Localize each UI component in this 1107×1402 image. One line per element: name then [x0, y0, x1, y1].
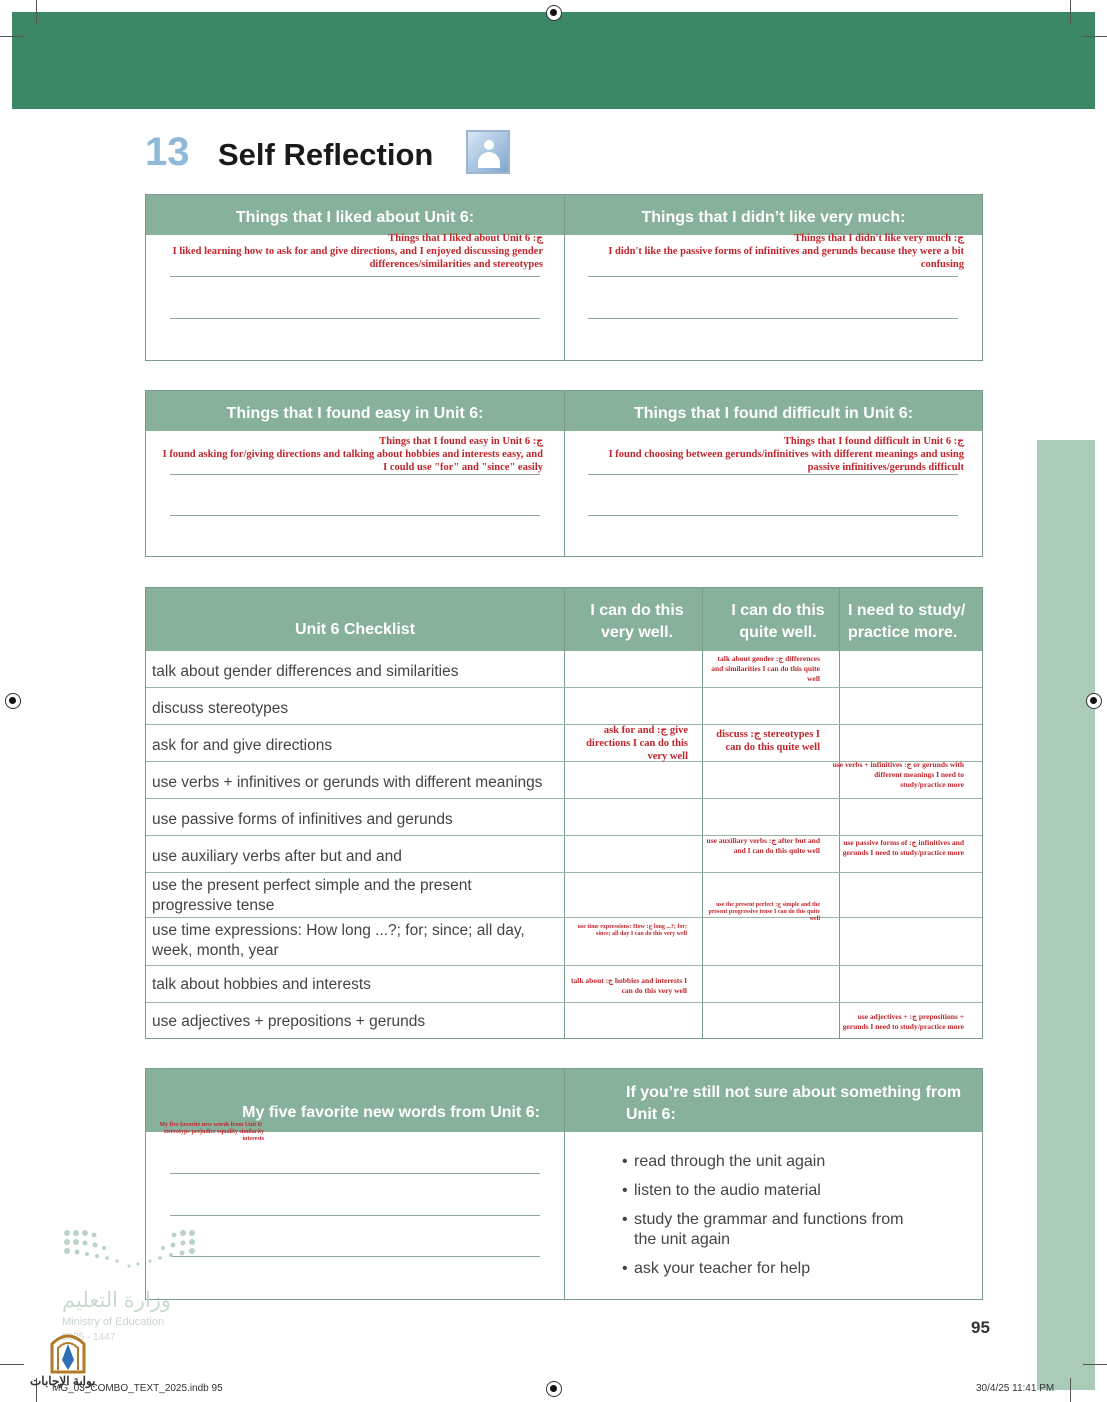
crop-mark: [1083, 36, 1107, 37]
writing-line: [588, 474, 958, 475]
answer-directions: ask for and :ج give directions I can do this very well: [586, 725, 688, 762]
writing-line: [170, 276, 540, 277]
writing-line: [170, 515, 540, 516]
liked-header: Things that I liked about Unit 6:: [146, 195, 564, 235]
row-divider: [146, 835, 982, 836]
ministry-logo-arabic: وزارة التعليم: [62, 1289, 172, 1312]
row-divider: [146, 965, 982, 966]
difficult-answer: [575, 435, 964, 474]
words-answer: [156, 1122, 266, 1143]
ministry-logo-english: Ministry of Education: [62, 1316, 165, 1328]
ministry-logo-icon: [62, 1228, 197, 1272]
row-divider: [146, 1002, 982, 1003]
row-divider: [146, 724, 982, 725]
row-divider: [146, 798, 982, 799]
column-divider: [564, 390, 565, 557]
page-number: 95: [971, 1318, 990, 1337]
crop-mark: [0, 1364, 24, 1365]
writing-line: [588, 318, 958, 319]
answer-adjectives: use adjectives + :ج prepositions + gerunds I need to study/practice more: [842, 1012, 964, 1031]
answer-auxiliary: use auxiliary verbs :ج after but and and I can do this quite well: [706, 836, 820, 855]
difficult-header: Things that I found difficult in Unit 6:: [565, 391, 982, 431]
tip-item: • listen to the audio material: [622, 1181, 922, 1201]
checklist-row-label: talk about hobbies and interests: [152, 976, 371, 993]
tips-list: [622, 1152, 922, 1288]
checklist-row-label: use time expressions: How long ...?; for; since; all day, week, month, year: [152, 922, 525, 959]
self-reflection-icon: [466, 130, 510, 174]
answer-time-expressions: use time expressions: How :ج long ...?; for; since; all day I can do this very well: [577, 924, 687, 937]
writing-line: [170, 474, 540, 475]
easy-header: Things that I found easy in Unit 6:: [146, 391, 564, 431]
easy-answer-text: I found asking for/giving directions and talking about hobbies and interests easy, and I could use "for" and "since" easily: [162, 449, 543, 473]
words-answer-title: My five favorite new words from Unit 6:: [159, 1122, 263, 1128]
disliked-header: Things that I didn’t like very much:: [565, 195, 982, 235]
registration-mark: [546, 5, 562, 21]
footer-file: MG_03_COMBO_TEXT_2025.indb 95: [52, 1383, 223, 1394]
checklist-row-label: talk about gender differences and similarities: [152, 663, 459, 680]
liked-answer-text: I liked learning how to ask for and give directions, and I enjoyed discussing gender differences/similarities and stereotypes: [172, 246, 543, 270]
unit-number: 13: [145, 130, 190, 174]
easy-answer: [160, 435, 543, 474]
difficult-answer-text: I found choosing between gerunds/infinitives with different meanings and using passive infinitives/gerunds difficult: [608, 449, 964, 473]
writing-line: [170, 318, 540, 319]
crop-mark: [1083, 1364, 1107, 1365]
tip-item: • read through the unit again: [622, 1152, 922, 1172]
disliked-answer: [575, 232, 964, 271]
difficult-answer-title: Things that I found difficult in Unit 6 :ج: [783, 436, 964, 447]
column-divider: [839, 587, 840, 1039]
disliked-answer-text: I didn't like the passive forms of infinitives and gerunds because they were a bit confusing: [608, 246, 964, 270]
checklist-row-label: use auxiliary verbs after but and and: [152, 848, 402, 865]
liked-answer-title: Things that I liked about Unit 6 :ج: [388, 233, 543, 244]
checklist-row-label: ask for and give directions: [152, 737, 333, 754]
column-divider: [564, 194, 565, 361]
header-band: [12, 12, 1095, 109]
not-sure-header: If you’re still not sure about something from Unit 6:: [626, 1084, 962, 1123]
column-divider: [564, 587, 565, 1039]
crop-mark: [1070, 0, 1071, 24]
quite-well-header: I can do this quite well.: [731, 602, 825, 641]
answer-gender: talk about gender :ج differences and similarities I can do this quite well: [711, 654, 820, 683]
column-divider: [564, 1068, 565, 1300]
writing-line: [170, 1173, 540, 1174]
answer-passive: use passive forms of :ج infinitives and gerunds I need to study/practice more: [842, 838, 964, 857]
side-band: [1037, 440, 1095, 1390]
tip-item: • study the grammar and functions from the unit again: [622, 1210, 922, 1250]
crop-mark: [0, 36, 24, 37]
row-divider: [146, 687, 982, 688]
checklist-row-label: use passive forms of infinitives and gerunds: [152, 811, 453, 828]
footer-date: 30/4/25 11:41 PM: [976, 1383, 1055, 1394]
answer-verbs: use verbs + infinitives :ج or gerunds with different meanings I need to study/practice more: [832, 760, 964, 789]
checklist-skill-header: Unit 6 Checklist: [294, 621, 416, 638]
answer-hobbies: talk about :ج hobbies and interests I can do this very well: [571, 976, 687, 995]
answers-portal-label: بوابة الإجابات: [30, 1374, 96, 1388]
writing-line: [170, 1215, 540, 1216]
crop-mark: [36, 0, 37, 24]
checklist-row-label: discuss stereotypes: [152, 700, 289, 717]
writing-line: [170, 1256, 540, 1257]
registration-mark: [1086, 693, 1102, 709]
checklist-row-label: use adjectives + prepositions + gerunds: [152, 1013, 426, 1030]
ministry-logo-year: 2025 - 1447: [62, 1332, 116, 1343]
registration-mark: [546, 1381, 562, 1397]
column-divider: [702, 587, 703, 1039]
checklist-row-label: use verbs + infinitives or gerunds with different meanings: [152, 774, 543, 791]
favorite-words-header: My five favorite new words from Unit 6:: [242, 1104, 540, 1121]
answer-present-perfect: use the present perfect :ج simple and the present progressive tense I can do this quite well: [708, 902, 820, 922]
page-title: Self Reflection: [218, 137, 434, 172]
disliked-answer-title: Things that I didn't like very much :ج: [794, 233, 964, 244]
tip-item: • ask your teacher for help: [622, 1259, 922, 1279]
words-answer-list: stereotype prejudice equality similarity interests: [163, 1129, 264, 1142]
writing-line: [588, 276, 958, 277]
easy-answer-title: Things that I found easy in Unit 6 :ج: [379, 436, 543, 447]
crop-mark: [1070, 1378, 1071, 1402]
need-practice-header: I need to study/ practice more.: [848, 602, 966, 641]
row-divider: [146, 872, 982, 873]
checklist-row-label: use the present perfect simple and the present progressive tense: [152, 877, 472, 914]
answer-stereotypes: discuss :ج stereotypes I can do this quite well: [716, 729, 820, 753]
registration-mark: [5, 693, 21, 709]
row-divider: [146, 917, 982, 918]
writing-line: [588, 515, 958, 516]
answers-portal-emblem-icon: [44, 1326, 92, 1374]
very-well-header: I can do this very well.: [590, 602, 684, 641]
liked-answer: [160, 232, 543, 271]
